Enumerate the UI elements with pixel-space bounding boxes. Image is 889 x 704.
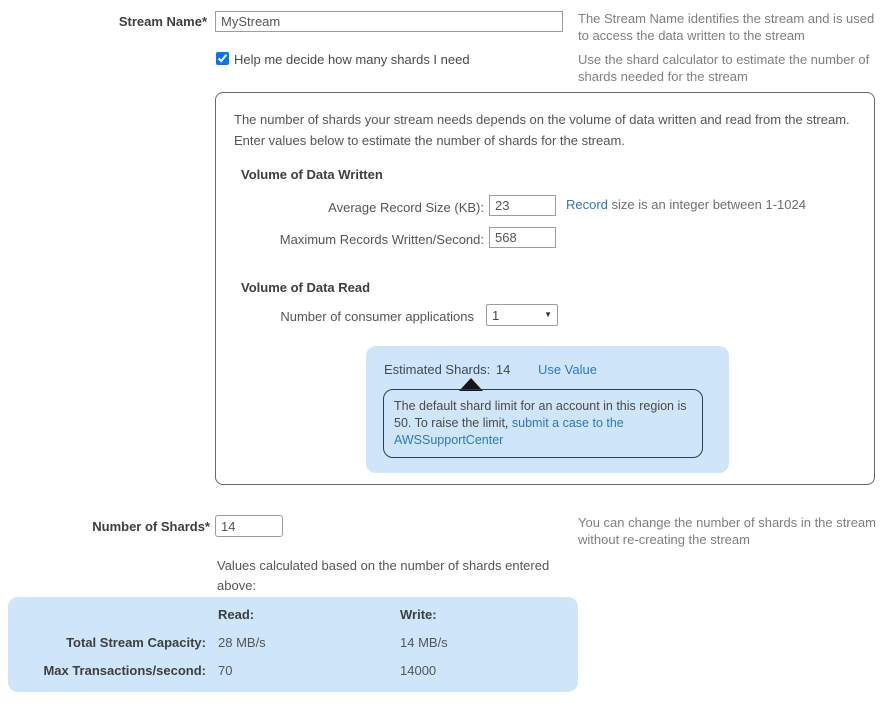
capacity-col-write: Write: bbox=[400, 607, 437, 622]
stream-name-label: Stream Name* bbox=[118, 14, 207, 29]
consumer-apps-select[interactable] bbox=[486, 304, 558, 326]
num-shards-help: You can change the number of shards in the stream without re-creating the stream bbox=[578, 515, 876, 547]
consumer-apps-label: Number of consumer applications bbox=[280, 309, 474, 324]
stream-name-help: The Stream Name identifies the stream and is used to access the data written to the stream bbox=[578, 11, 875, 43]
shard-helper-checkbox[interactable] bbox=[216, 52, 229, 65]
consumer-apps-select-wrap bbox=[486, 304, 558, 326]
submit-case-link[interactable]: submit a case to the AWSSupportCenter bbox=[394, 416, 624, 447]
avg-record-size-input[interactable] bbox=[489, 195, 556, 216]
calculator-intro: The number of shards your stream needs depends on the volume of data written and read from the stream. Enter values below to estimate the number of shards for the stream. bbox=[234, 112, 850, 148]
volume-written-heading: Volume of Data Written bbox=[241, 167, 383, 182]
shard-limit-tooltip bbox=[383, 389, 703, 458]
estimated-shards-panel bbox=[366, 346, 729, 473]
shard-helper-help: Use the shard calculator to estimate the number of shards needed for the stream bbox=[578, 52, 870, 84]
shard-limit-text: The default shard limit for an account in this region is 50. To raise the limit, bbox=[394, 399, 687, 430]
select-dropdown-arrow-icon: ▼ bbox=[544, 310, 552, 319]
stream-name-input[interactable] bbox=[215, 11, 563, 32]
capacity-panel bbox=[8, 597, 578, 692]
max-records-input[interactable] bbox=[489, 227, 556, 248]
capacity-col-read: Read: bbox=[218, 607, 255, 622]
max-records-label: Maximum Records Written/Second: bbox=[279, 232, 484, 247]
estimated-shards-label: Estimated Shards: bbox=[384, 362, 491, 377]
estimated-shards-line bbox=[384, 362, 597, 377]
use-value-link[interactable]: Use Value bbox=[537, 362, 597, 377]
num-shards-label: Number of Shards* bbox=[92, 519, 210, 534]
record-note-text: size is an integer between 1-1024 bbox=[607, 197, 806, 212]
capacity-write-value: 14000 bbox=[400, 663, 437, 678]
capacity-row-label: Max Transactions/second: bbox=[43, 663, 206, 678]
capacity-read-value: 70 bbox=[218, 663, 233, 678]
estimated-shards-value: 14 bbox=[495, 362, 511, 377]
record-link[interactable]: Record bbox=[566, 197, 608, 212]
record-size-note bbox=[566, 197, 806, 212]
volume-read-heading: Volume of Data Read bbox=[241, 280, 371, 295]
capacity-row-label: Total Stream Capacity: bbox=[66, 635, 206, 650]
capacity-read-value: 28 MB/s bbox=[218, 635, 266, 650]
shard-helper-label[interactable]: Help me decide how many shards I need bbox=[234, 52, 470, 67]
num-shards-input[interactable] bbox=[215, 515, 283, 537]
capacity-write-value: 14 MB/s bbox=[400, 635, 448, 650]
avg-record-size-label: Average Record Size (KB): bbox=[328, 200, 484, 215]
calc-values-note: Values calculated based on the number of shards entered above: bbox=[217, 558, 550, 593]
shard-calculator-panel bbox=[215, 92, 875, 485]
